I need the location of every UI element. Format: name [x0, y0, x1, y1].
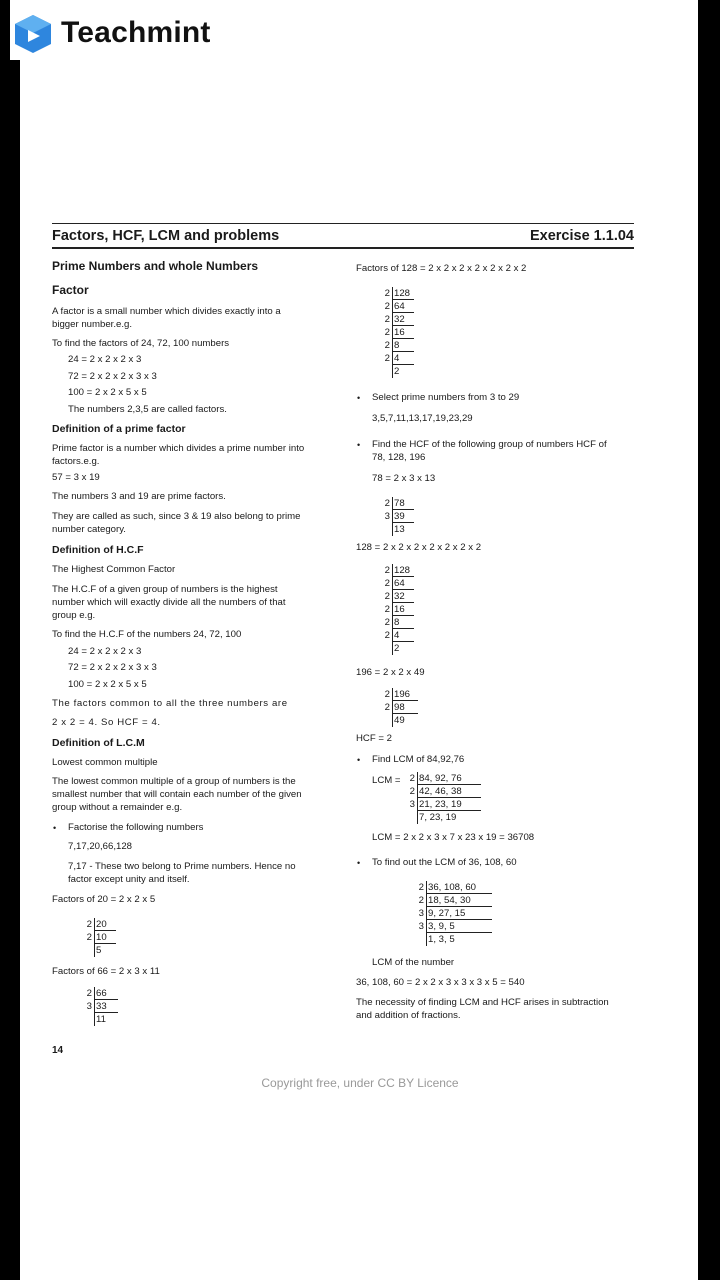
divisor: 3: [418, 908, 424, 919]
equation: 24 = 2 x 2 x 2 x 3: [68, 354, 142, 365]
dividend: 10: [96, 932, 107, 943]
division-bar: [426, 881, 427, 946]
divisor: 2: [384, 604, 390, 615]
dividend: 32: [394, 591, 405, 602]
divisor: 2: [384, 630, 390, 641]
dividend: 66: [96, 988, 107, 999]
factors-note: The numbers 2,3,5 are called factors.: [68, 404, 227, 415]
dividend: 128: [394, 565, 411, 576]
divisor: 2: [86, 919, 92, 930]
dividend: 2: [394, 366, 400, 377]
division-bar: [94, 918, 95, 957]
divisor: 2: [384, 498, 390, 509]
divisor: 2: [384, 314, 390, 325]
divisor: 2: [384, 565, 390, 576]
heading-lcm: Definition of L.C.M: [52, 737, 145, 749]
hcf-result: 2 x 2 = 4. So HCF = 4.: [52, 717, 161, 728]
divisor: 3: [409, 799, 415, 810]
find-lcm-instruction: Find LCM of 84,92,76: [372, 754, 465, 765]
divisor: 3: [384, 511, 390, 522]
brand-name: Teachmint: [61, 16, 211, 49]
division-bar: [392, 497, 393, 536]
dividend: 2: [394, 643, 400, 654]
lcm-of-label: LCM of the number: [372, 957, 455, 968]
prime-factor-note: They are called as such, since 3 & 19 also belong to prime: [52, 511, 301, 522]
divisor: 2: [384, 689, 390, 700]
find-lcm-instruction: To find out the LCM of 36, 108, 60: [372, 857, 517, 868]
division-bar: [392, 688, 393, 727]
heading-factor: Factor: [52, 283, 89, 297]
divisor: 2: [384, 340, 390, 351]
left-border: [10, 60, 20, 1280]
dividend: 18, 54, 30: [428, 895, 471, 906]
equation: 72 = 2 x 2 x 2 x 3 x 3: [68, 662, 157, 673]
dividend: 3, 9, 5: [428, 921, 455, 932]
bullet-icon: •: [357, 755, 361, 765]
division-bar: [94, 987, 95, 1026]
dividend: 64: [394, 578, 405, 589]
necessity-note: and addition of fractions.: [356, 1010, 461, 1021]
lcm-equation: 36, 108, 60 = 2 x 2 x 3 x 3 x 3 x 5 = 540: [356, 977, 525, 988]
prime-factor-definition: factors.e.g.: [52, 456, 100, 467]
divisor: 2: [384, 301, 390, 312]
factorise-numbers: 7,17,20,66,128: [68, 841, 133, 852]
dividend: 8: [394, 617, 400, 628]
dividend: 11: [96, 1014, 106, 1025]
divisor: 2: [409, 786, 415, 797]
bullet-icon: •: [357, 393, 361, 403]
divisor: 2: [86, 932, 92, 943]
factor-definition-line: A factor is a small number which divides exactly into a: [52, 306, 281, 317]
factor-definition-line: bigger number.e.g.: [52, 319, 133, 330]
dividend: 16: [394, 604, 405, 615]
prime-list: 3,5,7,11,13,17,19,23,29: [372, 413, 473, 424]
divisor: 2: [384, 617, 390, 628]
dividend: 49: [394, 715, 405, 726]
page-number: 14: [52, 1045, 64, 1056]
heading-hcf: Definition of H.C.F: [52, 544, 144, 556]
hcf-definition: number which will exactly divide all the numbers of that: [52, 597, 286, 608]
dividend: 4: [394, 353, 400, 364]
divisor: 2: [384, 327, 390, 338]
bullet-icon: •: [53, 823, 57, 833]
hcf-example-intro: To find the H.C.F of the numbers 24, 72, 100: [52, 629, 242, 640]
equation: 100 = 2 x 2 x 5 x 5: [68, 387, 147, 398]
prime-factor-note: The numbers 3 and 19 are prime factors.: [52, 491, 226, 502]
equation: 57 = 3 x 19: [52, 472, 100, 483]
divisor: 2: [384, 578, 390, 589]
hcf-definition: group e.g.: [52, 610, 96, 621]
bullet-icon: •: [357, 440, 361, 450]
divisor: 3: [418, 921, 424, 932]
prime-note: factor except unity and itself.: [68, 874, 190, 885]
dividend: 39: [394, 511, 405, 522]
prime-note: 7,17 - These two belong to Prime numbers. Hence no: [68, 861, 296, 872]
divisor: 2: [384, 702, 390, 713]
dividend: 84, 92, 76: [419, 773, 462, 784]
select-primes-instruction: Select prime numbers from 3 to 29: [372, 392, 520, 403]
divisor: 2: [418, 882, 424, 893]
dividend: 16: [394, 327, 405, 338]
page-title: Factors, HCF, LCM and problems: [52, 228, 280, 244]
hcf-definition: The H.C.F of a given group of numbers is the highest: [52, 584, 278, 595]
dividend: 4: [394, 630, 400, 641]
lcm-full-name: Lowest common multiple: [52, 757, 158, 768]
prime-factor-definition: Prime factor is a number which divides a prime number into: [52, 443, 305, 454]
prime-factor-note: number category.: [52, 524, 126, 535]
dividend: 7, 23, 19: [419, 812, 457, 823]
lcm-result: LCM = 2 x 2 x 3 x 7 x 23 x 19 = 36708: [372, 832, 535, 843]
dividend: 13: [394, 524, 405, 535]
teachmint-logo-icon: [14, 14, 52, 54]
dividend: 9, 27, 15: [428, 908, 466, 919]
find-hcf-instruction: Find the HCF of the following group of numbers HCF of: [372, 439, 607, 450]
equation: 24 = 2 x 2 x 2 x 3: [68, 646, 142, 657]
factorise-instruction: Factorise the following numbers: [68, 822, 204, 833]
factors-of-128: Factors of 128 = 2 x 2 x 2 x 2 x 2 x 2 x 2: [356, 263, 527, 274]
necessity-note: The necessity of finding LCM and HCF arises in subtraction: [356, 997, 609, 1008]
dividend: 36, 108, 60: [428, 882, 477, 893]
lcm-definition: The lowest common multiple of a group of numbers is the: [52, 776, 296, 787]
equation: 72 = 2 x 2 x 2 x 3 x 3: [68, 371, 157, 382]
equation: 78 = 2 x 3 x 13: [372, 473, 436, 484]
divisor: 2: [418, 895, 424, 906]
divisor: 2: [384, 353, 390, 364]
lcm-definition: smallest number that will contain each number of the given: [52, 789, 302, 800]
lcm-label: LCM =: [372, 775, 401, 786]
heading-prime-numbers: Prime Numbers and whole Numbers: [52, 259, 259, 273]
equation: 100 = 2 x 2 x 5 x 5: [68, 679, 147, 690]
equation: 128 = 2 x 2 x 2 x 2 x 2 x 2 x 2: [356, 542, 482, 553]
dividend: 5: [96, 945, 102, 956]
dividend: 20: [96, 919, 107, 930]
dividend: 98: [394, 702, 405, 713]
hcf-full-name: The Highest Common Factor: [52, 564, 176, 575]
equation: 196 = 2 x 2 x 49: [356, 667, 425, 678]
dividend: 21, 23, 19: [419, 799, 462, 810]
header-rule-top: [52, 223, 634, 224]
exercise-number: Exercise 1.1.04: [529, 228, 634, 244]
factors-of-66: Factors of 66 = 2 x 3 x 11: [52, 966, 160, 977]
dividend: 128: [394, 288, 411, 299]
dividend: 32: [394, 314, 405, 325]
heading-prime-factor: Definition of a prime factor: [52, 423, 186, 435]
find-hcf-instruction: 78, 128, 196: [372, 452, 426, 463]
bullet-icon: •: [357, 858, 361, 868]
dividend: 64: [394, 301, 405, 312]
factors-intro: To find the factors of 24, 72, 100 numbers: [52, 338, 230, 349]
divisor: 2: [86, 988, 92, 999]
lcm-definition: group without a remainder e.g.: [52, 802, 183, 813]
hcf-common-note: The factors common to all the three numbers are: [52, 698, 288, 709]
header-rule-bottom: [52, 247, 634, 249]
divisor: 2: [384, 591, 390, 602]
hcf-answer: HCF = 2: [356, 733, 392, 744]
factors-of-20: Factors of 20 = 2 x 2 x 5: [52, 894, 156, 905]
dividend: 8: [394, 340, 400, 351]
dividend: 196: [394, 689, 411, 700]
dividend: 42, 46, 38: [419, 786, 462, 797]
copyright-footer: Copyright free, under CC BY Licence: [261, 1076, 459, 1090]
divisor: 3: [86, 1001, 92, 1012]
dividend: 33: [96, 1001, 107, 1012]
dividend: 78: [394, 498, 405, 509]
division-bar: [417, 772, 418, 824]
divisor: 2: [409, 773, 415, 784]
divisor: 2: [384, 288, 390, 299]
dividend: 1, 3, 5: [428, 934, 455, 945]
